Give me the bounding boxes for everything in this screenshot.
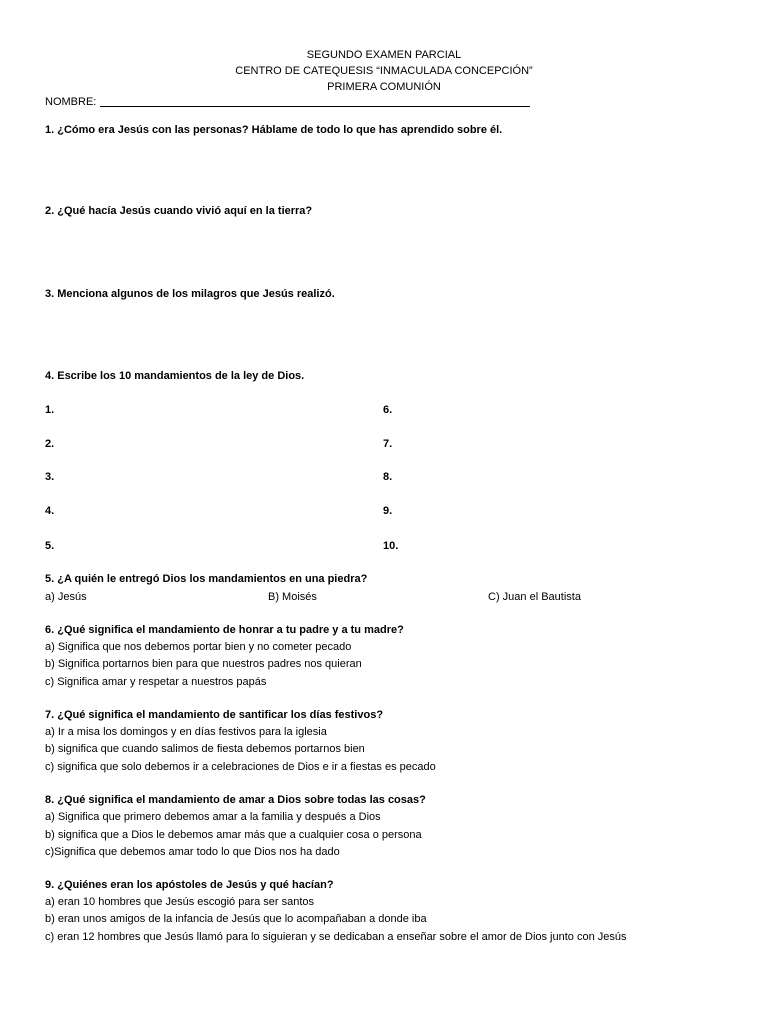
exam-subtitle: PRIMERA COMUNIÓN [327, 81, 441, 93]
answer-option: b) significa que a Dios le debemos amar más que a cualquier cosa o persona [45, 829, 422, 841]
answer-option: c) Significa amar y respetar a nuestros papás [45, 676, 267, 688]
center-name: CENTRO DE CATEQUESIS “INMACULADA CONCEPCIÓN” [235, 65, 533, 77]
commandment-number: 4. [45, 505, 55, 517]
commandment-number: 6. [383, 404, 393, 416]
answer-option: C) Juan el Bautista [488, 591, 581, 603]
exam-title: SEGUNDO EXAMEN PARCIAL [306, 49, 462, 61]
answer-option: c) significa que solo debemos ir a celebraciones de Dios e ir a fiestas es pecado [45, 761, 436, 773]
question-3: 3. Menciona algunos de los milagros que Jesús realizó. [45, 288, 335, 300]
question-9: 9. ¿Quiénes eran los apóstoles de Jesús y qué hacían? [45, 879, 334, 891]
commandment-number: 2. [45, 438, 55, 450]
question-2: 2. ¿Qué hacía Jesús cuando vivió aquí en la tierra? [45, 205, 313, 217]
commandment-number: 8. [383, 471, 393, 483]
question-5: 5. ¿A quién le entregó Dios los mandamientos en una piedra? [45, 573, 368, 585]
answer-option: a) eran 10 hombres que Jesús escogió para ser santos [45, 896, 315, 908]
answer-option: a) Significa que nos debemos portar bien y no cometer pecado [45, 641, 352, 653]
answer-option: B) Moisés [268, 591, 317, 603]
commandment-number: 3. [45, 471, 55, 483]
name-field-line[interactable] [100, 106, 530, 107]
question-6: 6. ¿Qué significa el mandamiento de honrar a tu padre y a tu madre? [45, 624, 404, 636]
commandment-number: 7. [383, 438, 393, 450]
answer-option: a) Ir a misa los domingos y en días festivos para la iglesia [45, 726, 327, 738]
commandment-number: 1. [45, 404, 55, 416]
answer-option: a) Jesús [45, 591, 87, 603]
question-4: 4. Escribe los 10 mandamientos de la ley de Dios. [45, 370, 305, 382]
commandment-number: 10. [383, 540, 399, 552]
commandment-number: 9. [383, 505, 393, 517]
answer-option: c)Significa que debemos amar todo lo que Dios nos ha dado [45, 846, 340, 858]
commandment-number: 5. [45, 540, 55, 552]
answer-option: a) Significa que primero debemos amar a la familia y después a Dios [45, 811, 381, 823]
answer-option: b) significa que cuando salimos de fiesta debemos portarnos bien [45, 743, 365, 755]
answer-option: c) eran 12 hombres que Jesús llamó para lo siguieran y se dedicaban a enseñar sobre el amor de Dios junto con Jesús [45, 931, 627, 943]
name-label: NOMBRE: [45, 96, 97, 108]
question-7: 7. ¿Qué significa el mandamiento de santificar los días festivos? [45, 709, 384, 721]
answer-option: b) Significa portarnos bien para que nuestros padres nos quieran [45, 658, 362, 670]
answer-option: b) eran unos amigos de la infancia de Jesús que lo acompañaban a donde iba [45, 913, 427, 925]
question-8: 8. ¿Qué significa el mandamiento de amar a Dios sobre todas las cosas? [45, 794, 426, 806]
question-1: 1. ¿Cómo era Jesús con las personas? Háblame de todo lo que has aprendido sobre él. [45, 124, 503, 136]
